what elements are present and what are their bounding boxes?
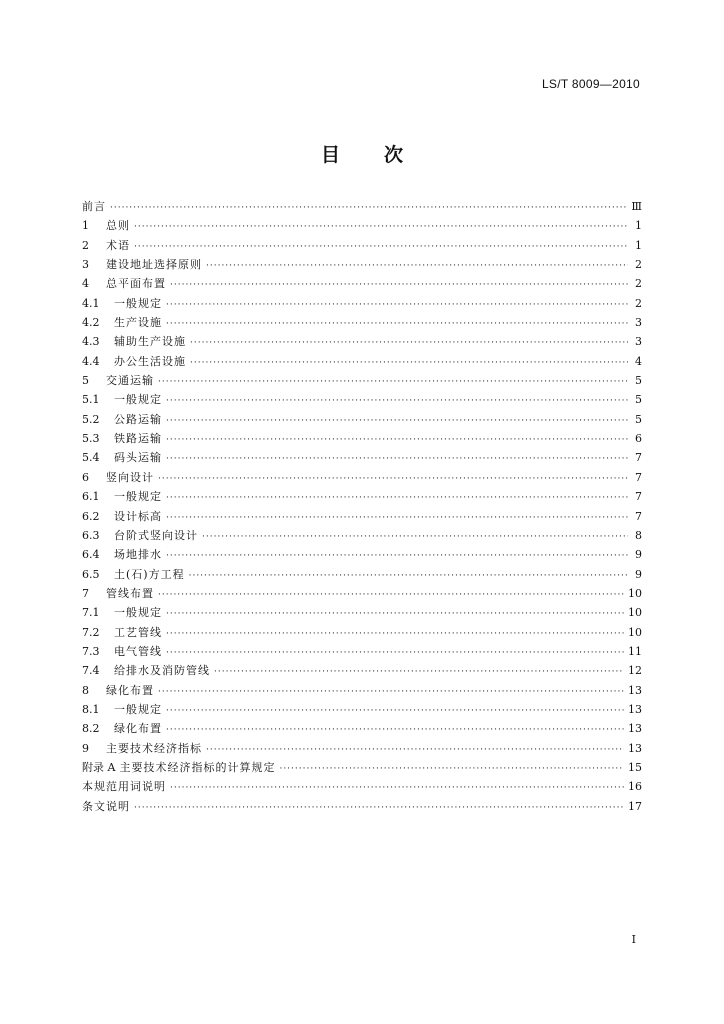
toc-entry-label: 一般规定 [114, 490, 162, 504]
toc-leader-dots [166, 450, 628, 469]
toc-entry-page: 3 [635, 316, 642, 330]
toc-entry-label: 主要技术经济指标的计算规定 [119, 760, 276, 774]
toc-entry-page: 5 [635, 374, 642, 388]
toc-entry[interactable] [82, 623, 642, 642]
toc-entry[interactable] [82, 661, 642, 680]
toc-entry[interactable] [82, 642, 642, 661]
toc-leader-dots [166, 489, 628, 508]
toc-leader-dots [134, 218, 628, 237]
toc-leader-dots [110, 199, 627, 218]
toc-entry-label: 总平面布置 [106, 277, 166, 291]
toc-entry-label: 场地排水 [114, 548, 162, 562]
toc-entry-number: 5 [82, 374, 89, 388]
toc-entry-number: 5.4 [82, 451, 100, 465]
toc-entry-number: 3 [82, 258, 89, 272]
toc-entry-page: 4 [635, 354, 642, 368]
toc-entry-label: 生产设施 [114, 316, 162, 330]
toc-entry-page: 13 [628, 741, 642, 755]
toc-entry-number: 4 [82, 277, 89, 291]
toc-entry-number: 6.2 [82, 509, 100, 523]
toc-entry-number: 7.2 [82, 625, 100, 639]
toc-entry-number: 7 [82, 586, 89, 600]
toc-leader-dots [190, 334, 628, 353]
toc-entry[interactable] [82, 739, 642, 758]
toc-leader-dots [166, 625, 624, 644]
toc-leader-dots [166, 605, 624, 624]
toc-entry-label: 码头运输 [114, 451, 162, 465]
toc-entry-page: 5 [635, 412, 642, 426]
toc-entry-label: 土(石)方工程 [114, 567, 185, 581]
toc-entry-page: 17 [628, 799, 642, 813]
toc-entry[interactable] [82, 719, 642, 738]
toc-entry-number: 6.1 [82, 490, 100, 504]
toc-entry-number: 7.1 [82, 606, 100, 620]
toc-entry-number: 6.4 [82, 548, 100, 562]
toc-entry-page: 9 [635, 548, 642, 562]
toc-entry-label: 工艺管线 [114, 625, 162, 639]
toc-entry-number: 5.1 [82, 393, 100, 407]
toc-entry[interactable] [82, 584, 642, 603]
page-title [0, 140, 724, 167]
toc-entry-label: 公路运输 [114, 412, 162, 426]
toc-entry[interactable] [82, 797, 642, 816]
toc-leader-dots [202, 528, 628, 547]
toc-entry-page: 10 [628, 606, 642, 620]
toc-leader-dots [190, 354, 628, 373]
toc-entry[interactable] [82, 216, 642, 235]
toc-leader-dots [214, 663, 624, 682]
toc-entry[interactable] [82, 487, 642, 506]
toc-entry-number: 8 [82, 683, 89, 697]
toc-entry[interactable] [82, 294, 642, 313]
toc-entry-label: 一般规定 [114, 606, 162, 620]
toc-entry-label: 台阶式竖向设计 [114, 528, 198, 542]
toc-entry-page: 2 [635, 296, 642, 310]
toc-entry-page: 10 [628, 586, 642, 600]
toc-entry-page: Ⅲ [631, 200, 642, 213]
toc-entry-number: 8.1 [82, 702, 100, 716]
toc-entry-page: 2 [635, 258, 642, 272]
toc-entry-label: 本规范用词说明 [82, 780, 166, 794]
toc-entry-label: 办公生活设施 [114, 354, 186, 368]
toc-entry-number: 6.5 [82, 567, 100, 581]
table-of-contents [82, 197, 642, 816]
toc-entry-number: 5.3 [82, 432, 100, 446]
toc-entry[interactable] [82, 700, 642, 719]
toc-leader-dots [166, 315, 628, 334]
toc-entry-page: 7 [635, 509, 642, 523]
toc-entry-label: 电气管线 [114, 644, 162, 658]
toc-entry-label: 总则 [106, 219, 130, 233]
toc-leader-dots [134, 799, 624, 818]
toc-entry-number: 2 [82, 238, 89, 252]
toc-entry-page: 7 [635, 470, 642, 484]
page-number: I [631, 933, 636, 946]
toc-entry-label: 绿化布置 [106, 683, 154, 697]
toc-entry-label: 前言 [82, 200, 106, 213]
toc-entry-page: 5 [635, 393, 642, 407]
toc-leader-dots [158, 373, 628, 392]
toc-entry[interactable] [82, 410, 642, 429]
toc-entry-label: 竖向设计 [106, 470, 154, 484]
toc-entry[interactable] [82, 565, 642, 584]
toc-leader-dots [166, 702, 624, 721]
toc-leader-dots [189, 567, 628, 586]
toc-leader-dots [166, 431, 628, 450]
toc-entry-number: 7.4 [82, 664, 100, 678]
toc-leader-dots [279, 760, 624, 779]
toc-entry-label: 一般规定 [114, 296, 162, 310]
toc-entry[interactable] [82, 274, 642, 293]
toc-entry-label: 绿化布置 [114, 722, 162, 736]
toc-entry[interactable] [82, 526, 642, 545]
toc-entry[interactable] [82, 332, 642, 351]
toc-entry-number: 6 [82, 470, 89, 484]
toc-entry-page: 10 [628, 625, 642, 639]
toc-entry[interactable] [82, 352, 642, 371]
toc-entry-page: 1 [635, 238, 642, 252]
toc-entry[interactable] [82, 429, 642, 448]
toc-entry[interactable] [82, 507, 642, 526]
toc-entry-number: 9 [82, 741, 89, 755]
toc-leader-dots [158, 586, 624, 605]
toc-entry-page: 7 [635, 490, 642, 504]
toc-entry-label: 设计标高 [114, 509, 162, 523]
title-part-1: 目 [320, 144, 340, 166]
toc-entry-number: 4.1 [82, 296, 100, 310]
toc-entry-label: 一般规定 [114, 393, 162, 407]
toc-entry-label: 建设地址选择原则 [106, 258, 202, 272]
toc-entry-number: 4.2 [82, 316, 100, 330]
toc-leader-dots [166, 644, 624, 663]
toc-entry-page: 13 [628, 683, 642, 697]
toc-entry-label: 管线布置 [106, 586, 154, 600]
toc-entry-number: 4.3 [82, 335, 100, 349]
toc-entry-page: 13 [628, 722, 642, 736]
toc-entry-number: 4.4 [82, 354, 100, 368]
toc-entry-label: 术语 [106, 238, 130, 252]
toc-entry[interactable] [82, 313, 642, 332]
toc-leader-dots [158, 683, 624, 702]
toc-leader-dots [166, 509, 628, 528]
toc-entry[interactable] [82, 236, 642, 255]
toc-entry-number: 6.3 [82, 528, 100, 542]
toc-entry-label: 条文说明 [82, 799, 130, 813]
toc-entry-number: 7.3 [82, 644, 100, 658]
toc-entry[interactable] [82, 390, 642, 409]
toc-entry-number: 1 [82, 219, 89, 233]
toc-entry-label: 一般规定 [114, 702, 162, 716]
standard-code: LS/T 8009—2010 [541, 77, 640, 91]
toc-entry-page: 7 [635, 451, 642, 465]
toc-entry-page: 3 [635, 335, 642, 349]
toc-entry-page: 15 [628, 760, 642, 774]
toc-entry-label: 交通运输 [106, 374, 154, 388]
toc-entry[interactable] [82, 758, 642, 777]
toc-leader-dots [134, 238, 628, 257]
toc-entry-page: 12 [628, 664, 642, 678]
toc-entry[interactable] [82, 681, 642, 700]
toc-leader-dots [166, 296, 628, 315]
toc-entry-label: 给排水及消防管线 [114, 664, 210, 678]
toc-entry[interactable] [82, 448, 642, 467]
toc-entry-number: 5.2 [82, 412, 100, 426]
toc-entry-number: 附录 A [82, 760, 116, 774]
toc-entry-label: 铁路运输 [114, 432, 162, 446]
toc-entry-number: 8.2 [82, 722, 100, 736]
toc-entry[interactable] [82, 603, 642, 622]
toc-entry-page: 2 [635, 277, 642, 291]
toc-leader-dots [170, 779, 624, 798]
toc-entry[interactable] [82, 371, 642, 390]
toc-entry[interactable] [82, 545, 642, 564]
toc-entry[interactable] [82, 777, 642, 796]
toc-leader-dots [158, 470, 628, 489]
toc-leader-dots [166, 721, 624, 740]
toc-entry-page: 6 [635, 432, 642, 446]
toc-entry-page: 9 [635, 567, 642, 581]
toc-entry-page: 13 [628, 702, 642, 716]
toc-entry[interactable] [82, 197, 642, 216]
toc-entry[interactable] [82, 468, 642, 487]
toc-leader-dots [206, 257, 628, 276]
toc-entry-page: 16 [628, 780, 642, 794]
toc-entry-label: 辅助生产设施 [114, 335, 186, 349]
toc-leader-dots [166, 392, 628, 411]
toc-leader-dots [166, 412, 628, 431]
toc-entry-page: 11 [628, 644, 642, 658]
toc-entry-page: 1 [635, 219, 642, 233]
toc-entry-page: 8 [635, 528, 642, 542]
title-part-2: 次 [384, 144, 404, 166]
toc-leader-dots [170, 276, 628, 295]
toc-entry[interactable] [82, 255, 642, 274]
toc-entry-label: 主要技术经济指标 [106, 741, 202, 755]
toc-leader-dots [166, 547, 628, 566]
